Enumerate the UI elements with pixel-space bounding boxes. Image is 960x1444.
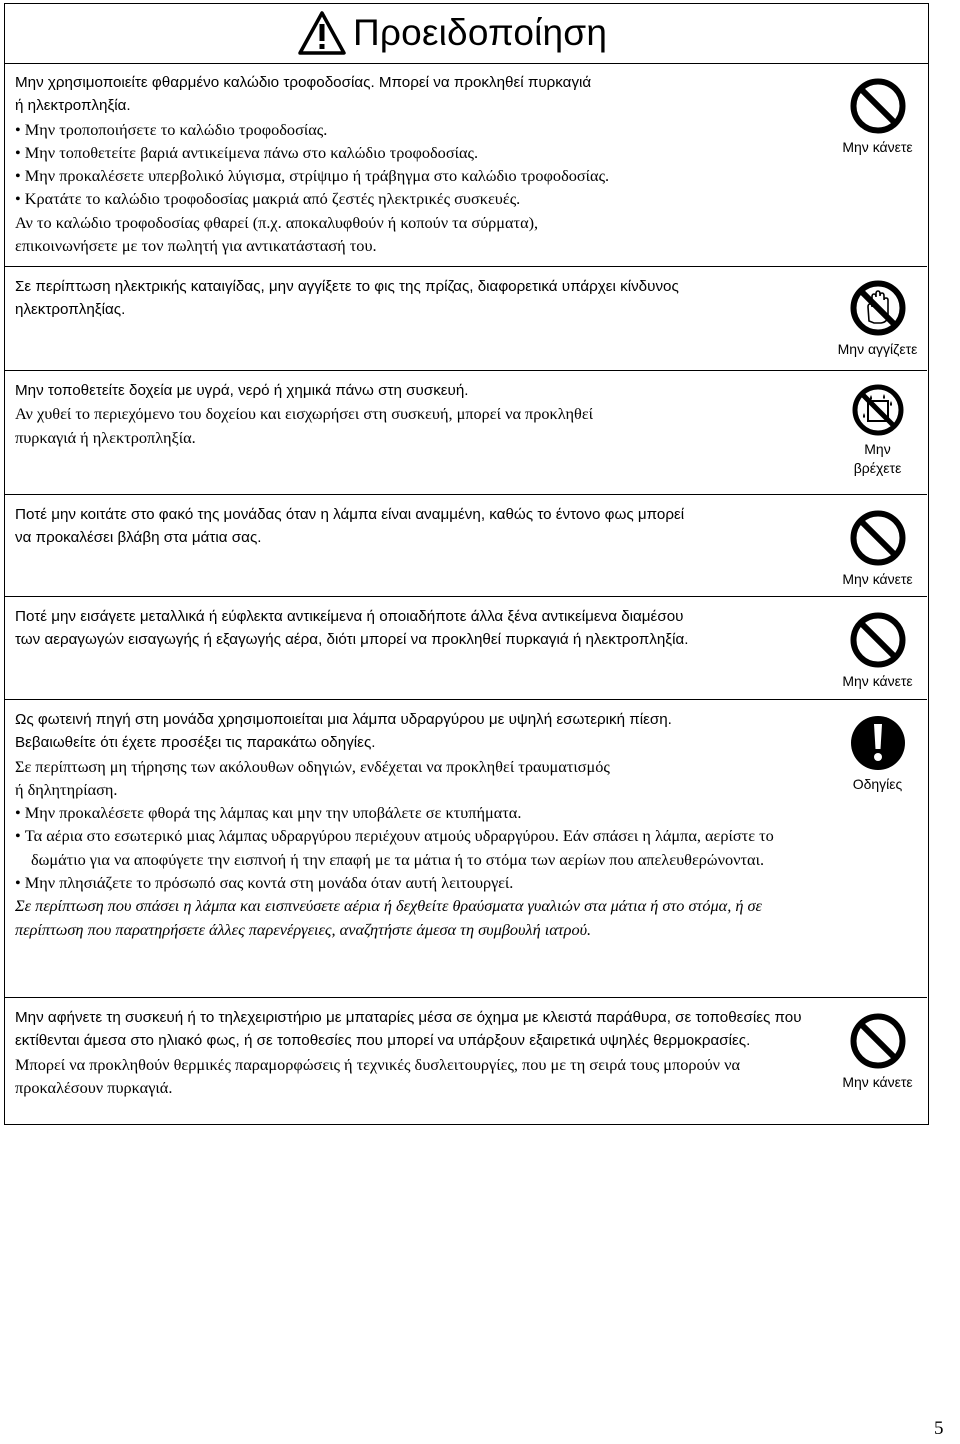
page-title: Προειδοποίηση bbox=[353, 12, 608, 53]
section-lens bbox=[5, 495, 927, 597]
bullet-item: • Μην προκαλέσετε υπερβολικό λύγισμα, στρίψιμο ή τράβηγμα στο καλώδιο τροφοδοσίας. bbox=[15, 166, 610, 186]
icon-label-line: βρέχετε bbox=[853, 459, 902, 476]
section-text bbox=[15, 275, 815, 322]
section-power-cord bbox=[5, 63, 927, 267]
side-icon-block bbox=[825, 714, 930, 794]
icon-label bbox=[825, 440, 930, 477]
icon-label: Μην αγγίζετε bbox=[837, 341, 918, 357]
text-line: Ποτέ μην εισάγετε μεταλλικά ή εύφλεκτα αντικείμενα ή οποιαδήποτε άλλα ξένα αντικείμενα διαμέσου bbox=[15, 608, 684, 625]
prohibition-icon bbox=[849, 77, 907, 135]
text-line: Μπορεί να προκληθούν θερμικές παραμορφώσεις ή τεχνικές δυσλειτουργίες, που με τη σειρά τους μπορούν να προκαλέσουν πυρκαγιά. bbox=[15, 1054, 741, 1097]
section-text bbox=[15, 708, 815, 941]
side-icon-block bbox=[825, 509, 930, 589]
prohibition-icon bbox=[849, 1012, 907, 1070]
text-line: Μην χρησιμοποιείτε φθαρμένο καλώδιο τροφοδοσίας. Μπορεί να προκληθεί πυρκαγιά bbox=[15, 74, 592, 91]
title-group bbox=[297, 10, 607, 56]
icon-label: Μην κάνετε bbox=[842, 1074, 913, 1090]
title-bar bbox=[5, 4, 928, 64]
text-line: Βεβαιωθείτε ότι έχετε προσέξει τις παρακάτω οδηγίες. bbox=[15, 734, 376, 752]
text-line: Σε περίπτωση ηλεκτρικής καταιγίδας, μην αγγίξετε το φις της πρίζας, διαφορετικά υπάρχει κίνδυνος bbox=[15, 278, 679, 295]
bullet-item: • Μην προκαλέσετε φθορά της λάμπας και μην την υποβάλετε σε κτυπήματα. bbox=[15, 803, 522, 823]
text-line: Μην αφήνετε τη συσκευή ή το τηλεχειριστήριο με μπαταρίες μέσα σε όχημα με κλειστά παράθυρα, σε τοποθεσίες που εκτίθενται άμεσα στο ηλιακό φως, ή σε τοποθεσίες που μπορεί να υπάρξουν εξαιρετικά υψηλές θερμοκρασίες. bbox=[15, 1009, 802, 1050]
bullet-item: • Μην τροποποιήσετε το καλώδιο τροφοδοσίας. bbox=[15, 119, 328, 139]
do-not-touch-icon bbox=[849, 279, 907, 337]
section-text bbox=[15, 379, 815, 449]
text-line: Αν χυθεί το περιεχόμενο του δοχείου και εισχωρήσει στη συσκευή, μπορεί να προκληθεί bbox=[15, 404, 594, 424]
section-liquids bbox=[5, 371, 927, 495]
side-icon-block bbox=[825, 1012, 930, 1092]
prohibition-icon bbox=[849, 509, 907, 567]
section-heat bbox=[5, 998, 927, 1126]
section-vents bbox=[5, 597, 927, 700]
bullet-item: • Τα αέρια στο εσωτερικό μιας λάμπας υδραργύρου περιέχουν ατμούς υδραργύρου. Εάν σπάσει η λάμπα, αερίστε το δωμάτιο για να αποφύγετε την εισπνοή ή την επαφή με τα μάτια ή το στόμα των αερίων που απελευθερώνονται. bbox=[15, 826, 774, 869]
prohibition-icon bbox=[849, 611, 907, 669]
text-line: να προκαλέσει βλάβη στα μάτια σας. bbox=[15, 529, 262, 547]
warning-triangle-icon bbox=[297, 10, 347, 56]
text-line: Ποτέ μην κοιτάτε στο φακό της μονάδας όταν η λάμπα είναι αναμμένη, καθώς το έντονο φως μπορεί bbox=[15, 506, 685, 523]
text-line: Ως φωτεινή πηγή στη μονάδα χρησιμοποιείται μια λάμπα υδραργύρου με υψηλή εσωτερική πίεση. bbox=[15, 711, 672, 728]
icon-label: Μην κάνετε bbox=[842, 673, 913, 689]
section-text bbox=[15, 71, 815, 257]
icon-label-line: Μην bbox=[864, 441, 891, 457]
section-text bbox=[15, 605, 815, 652]
page-number: 5 bbox=[934, 1418, 944, 1439]
text-line: Σε περίπτωση μη τήρησης των ακόλουθων οδηγιών, ενδέχεται να προκληθεί τραυματισμός bbox=[15, 756, 610, 776]
side-icon-block bbox=[825, 611, 930, 691]
text-line: των αεραγωγών εισαγωγής ή εξαγωγής αέρα, διότι μπορεί να προκληθεί πυρκαγιά ή ηλεκτροπληξία. bbox=[15, 631, 689, 649]
text-line: ηλεκτροπληξίας. bbox=[15, 301, 126, 319]
exclamation-icon bbox=[849, 714, 907, 772]
text-line: πυρκαγιά ή ηλεκτροπληξία. bbox=[15, 427, 196, 447]
side-icon-block bbox=[825, 77, 930, 157]
text-line: Σε περίπτωση που σπάσει η λάμπα και εισπνεύσετε αέρια ή δεχθείτε θραύσματα γυαλιών στα μάτια ή στο στόμα, ή σε περίπτωση που παρατηρήσετε άλλες παρενέργειες, αναζητήστε άμεσα τη συμβουλή ιατρού. bbox=[15, 896, 762, 939]
icon-label: Μην κάνετε bbox=[842, 139, 913, 155]
text-line: επικοινωνήσετε με τον πωλητή για αντικατάστασή του. bbox=[15, 236, 377, 256]
warning-table bbox=[4, 3, 929, 1125]
bullet-item: • Μην πλησιάζετε το πρόσωπό σας κοντά στη μονάδα όταν αυτή λειτουργεί. bbox=[15, 873, 514, 893]
bullet-item: • Μην τοποθετείτε βαριά αντικείμενα πάνω στο καλώδιο τροφοδοσίας. bbox=[15, 142, 479, 162]
section-thunderstorm bbox=[5, 267, 927, 371]
do-not-wet-icon bbox=[851, 383, 905, 437]
icon-label: Οδηγίες bbox=[852, 776, 903, 792]
text-line: ή δηλητηρίαση. bbox=[15, 779, 118, 799]
side-icon-block bbox=[825, 279, 930, 359]
text-line: Μην τοποθετείτε δοχεία με υγρά, νερό ή χημικά πάνω στη συσκευή. bbox=[15, 382, 469, 399]
bullet-item: • Κρατάτε το καλώδιο τροφοδοσίας μακριά από ζεστές ηλεκτρικές συσκευές. bbox=[15, 189, 521, 209]
section-text bbox=[15, 503, 815, 550]
section-text bbox=[15, 1006, 815, 1099]
text-line: Αν το καλώδιο τροφοδοσίας φθαρεί (π.χ. αποκαλυφθούν ή κοπούν τα σύρματα), bbox=[15, 212, 539, 232]
text-line: ή ηλεκτροπληξία. bbox=[15, 97, 131, 115]
section-mercury-lamp bbox=[5, 700, 927, 998]
icon-label: Μην κάνετε bbox=[842, 571, 913, 587]
side-icon-block bbox=[825, 383, 930, 477]
